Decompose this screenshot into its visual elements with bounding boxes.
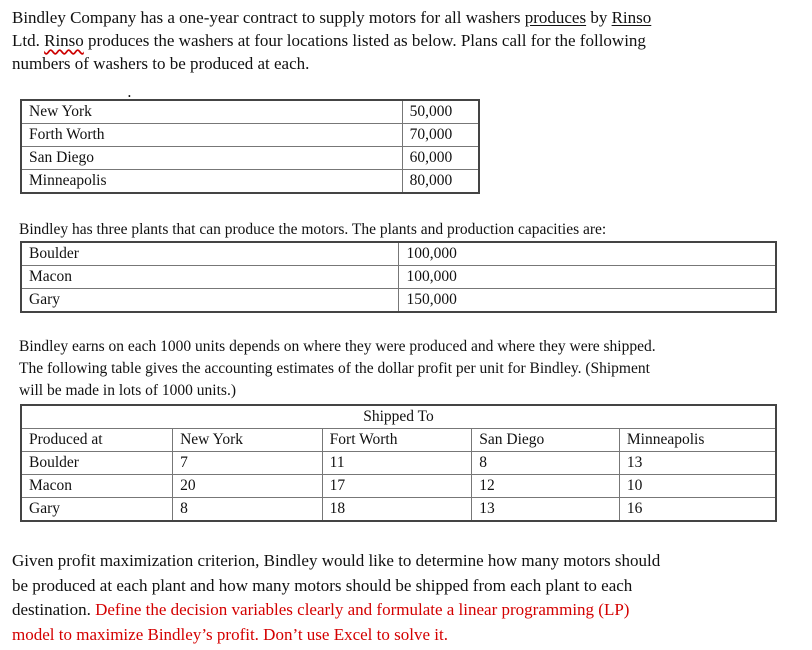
- quantity-cell: 80,000: [402, 170, 479, 194]
- location-cell: Minneapolis: [21, 170, 402, 194]
- profit-cell: 16: [619, 498, 776, 522]
- question-line-3: [12, 598, 802, 623]
- profit-cell: 13: [619, 452, 776, 475]
- table-row: [21, 147, 479, 170]
- location-cell: New York: [21, 100, 402, 124]
- produces-word: produces: [524, 8, 587, 27]
- profit-cell: 12: [472, 475, 620, 498]
- table-row: [21, 475, 776, 498]
- profit-cell: 17: [322, 475, 472, 498]
- profit-cell: 20: [173, 475, 323, 498]
- col-header: Fort Worth: [322, 429, 472, 452]
- ltd-word: Ltd.: [12, 31, 45, 50]
- profit-cell: 8: [472, 452, 620, 475]
- intro-text: Bindley Company has a one-year contract to supply motors for all washers: [12, 8, 525, 27]
- location-cell: San Diego: [21, 147, 402, 170]
- table-row: [21, 452, 776, 475]
- question-line-1: Given profit maximization criterion, Bindley would like to determine how many motors should: [12, 551, 661, 570]
- profit-cell: 11: [322, 452, 472, 475]
- plant-cell: Boulder: [21, 452, 173, 475]
- plant-cell: Macon: [21, 266, 399, 289]
- profit-table: [20, 404, 777, 522]
- shipped-to-header: Shipped To: [21, 405, 776, 429]
- table-row: [21, 124, 479, 147]
- plants-caption: Bindley has three plants that can produce the motors. The plants and production capacities are:: [19, 221, 607, 238]
- rinso-word: Rinso: [611, 8, 652, 27]
- intro-line-1: [12, 6, 802, 29]
- profit-cell: 8: [173, 498, 323, 522]
- profit-intro-line-1: Bindley earns on each 1000 units depends on where they were produced and where they were shipped.: [19, 338, 656, 355]
- capacity-cell: 100,000: [399, 242, 776, 266]
- plant-cell: Gary: [21, 289, 399, 313]
- question-instruction: Define the decision variables clearly and formulate a linear programming (LP): [95, 600, 630, 619]
- table-row: [21, 100, 479, 124]
- table-row: [21, 266, 776, 289]
- shipped-to-row: [21, 405, 776, 429]
- quantity-cell: 60,000: [402, 147, 479, 170]
- intro-line-3: numbers of washers to be produced at each.: [12, 54, 310, 73]
- intro-line-2-rest: produces the washers at four locations listed as below. Plans call for the following: [83, 31, 646, 50]
- profit-intro-line-3: will be made in lots of 1000 units.): [19, 382, 236, 399]
- table-row: [21, 498, 776, 522]
- quantity-cell: 50,000: [402, 100, 479, 124]
- quantity-cell: 70,000: [402, 124, 479, 147]
- capacity-cell: 150,000: [399, 289, 776, 313]
- intro-line-2: [12, 29, 802, 52]
- intro-paragraph: [12, 6, 802, 75]
- col-header: Produced at: [21, 429, 173, 452]
- col-header: Minneapolis: [619, 429, 776, 452]
- stray-mark: •: [128, 92, 131, 101]
- table-row: [21, 170, 479, 194]
- washers-table: [20, 99, 480, 194]
- question-line-4: model to maximize Bindley’s profit. Don’t use Excel to solve it.: [12, 624, 448, 644]
- question-line-3-text: destination.: [12, 600, 96, 619]
- profit-cell: 10: [619, 475, 776, 498]
- profit-cell: 7: [173, 452, 323, 475]
- profit-intro-line-2: The following table gives the accounting estimates of the dollar profit per unit for Bindley. (Shipment: [19, 360, 650, 377]
- table-row: [21, 289, 776, 313]
- question-paragraph: [12, 549, 802, 647]
- plant-cell: Boulder: [21, 242, 399, 266]
- col-header: New York: [173, 429, 323, 452]
- question-line-2: be produced at each plant and how many motors should be shipped from each plant to each: [12, 575, 633, 595]
- col-header: San Diego: [472, 429, 620, 452]
- plant-cell: Macon: [21, 475, 173, 498]
- profit-cell: 18: [322, 498, 472, 522]
- plants-table: [20, 241, 777, 313]
- by-word: by: [586, 8, 612, 27]
- profit-intro: [19, 336, 794, 402]
- table-row: [21, 242, 776, 266]
- header-row: [21, 429, 776, 452]
- profit-cell: 13: [472, 498, 620, 522]
- location-cell: Forth Worth: [21, 124, 402, 147]
- capacity-cell: 100,000: [399, 266, 776, 289]
- plant-cell: Gary: [21, 498, 173, 522]
- rinso-word-2: Rinso: [44, 31, 84, 50]
